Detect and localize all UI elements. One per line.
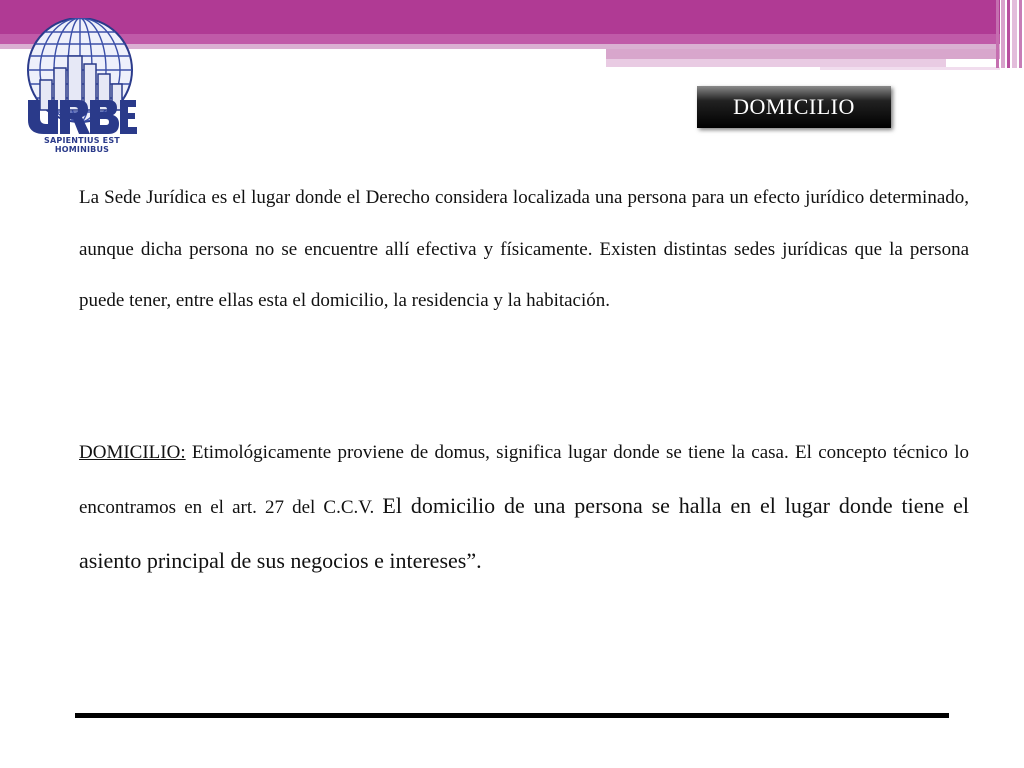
top-decoration-band [0, 0, 1024, 70]
purple-band-right-3 [820, 67, 1000, 70]
paragraph-sede-juridica: La Sede Jurídica es el lugar donde el Derecho considera localizada una persona para un efecto jurídico determinado, aunque dicha persona no se encuentre allí efectiva y físicamente. Existen distintas sedes jurídicas que la persona puede tener, entre ellas esta el domicilio, la residencia y la habitación. [79, 187, 969, 311]
purple-band-right-2 [606, 59, 946, 67]
purple-band [0, 0, 1000, 34]
purple-band-light [0, 34, 1000, 44]
globe-logo-icon [26, 18, 138, 136]
vertical-stripes [996, 0, 1024, 68]
domicilio-term: DOMICILIO: [79, 442, 186, 463]
bottom-divider [75, 713, 949, 718]
domicilio-definition: El domicilio de una persona se halla en el lugar donde tiene el asiento principal de sus negocios e intereses”. [79, 493, 969, 573]
logo-caption: SAPIENTIUS EST HOMINIBUS [44, 136, 120, 154]
urbe-logo [26, 18, 138, 154]
domicilio-etymology: Etimológicamente proviene de domus, significa lugar donde se tiene la casa. El concepto técnico lo encontramos en el art. 27 del C.C.V. [79, 442, 969, 518]
slide-title: DOMICILIO [697, 86, 891, 128]
purple-band-right [606, 49, 1000, 59]
paragraph-domicilio [79, 426, 969, 589]
